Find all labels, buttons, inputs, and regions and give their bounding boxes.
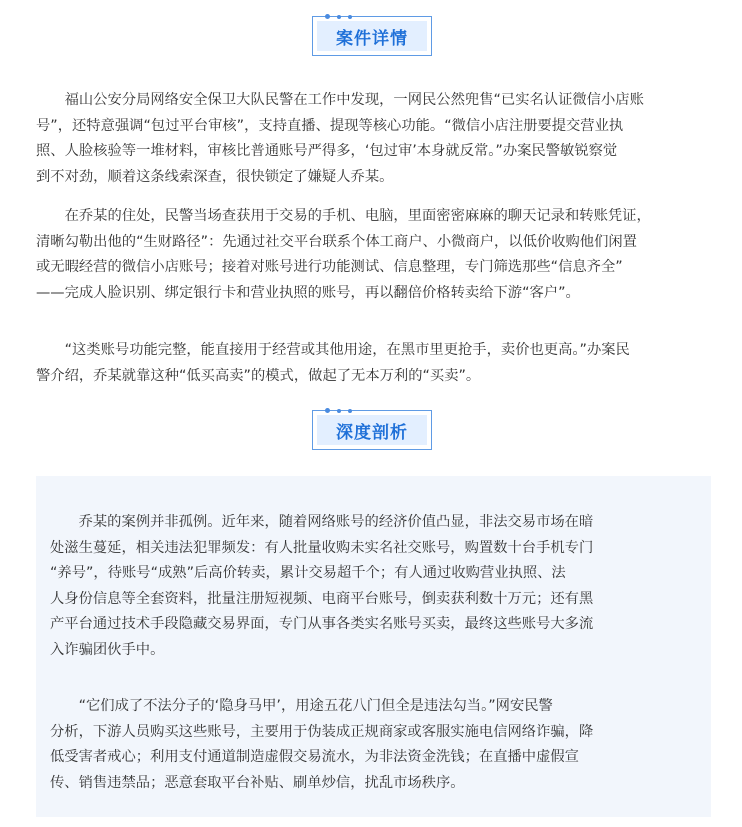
text-line: “这类账号功能完整，能直接用于经营或其他用途，在黑市里更抢手，卖价也更高。”办案民 — [64, 342, 630, 358]
section-title: 深度剖析 — [317, 415, 427, 445]
section-header-case-details — [0, 10, 742, 56]
text-line: 乔某的案例并非孤例。近年来，随着网络账号的经济价值凸显，非法交易市场在暗 — [78, 514, 594, 530]
text-line: 照、人脸核验等一堆材料，审核比普通账号严得多，‘包过审’本身就反常。”办案民警敏锐察觉 — [36, 143, 618, 159]
text-line: 产平台通过技术手段隐藏交易界面，专门从事各类实名账号买卖，最终这些账号大多流 — [50, 616, 594, 632]
section-header-deep-analysis — [0, 404, 742, 450]
decorative-dots-left — [325, 408, 352, 413]
text-line: 清晰勾勒出他的“生财路径”：先通过社交平台联系个体工商户、小微商户，以低价收购他们闲置 — [36, 233, 637, 250]
section-title-badge — [312, 410, 432, 450]
decorative-dots-left — [325, 14, 352, 19]
text-line: 低受害者戒心；利用支付通道制造虚假交易流水，为非法资金洗钱；在直播中虚假宣 — [50, 749, 579, 765]
text-line: ——完成人脸识别、绑定银行卡和营业执照的账号，再以翻倍价格转卖给下游“客户”。 — [36, 284, 580, 301]
text-line: 号”，还特意强调“包过平台审核”，支持直播、提现等核心功能。“微信小店注册要提交营业执 — [36, 117, 624, 134]
text-line: 或无暇经营的微信小店账号；接着对账号进行功能测试、信息整理，专门筛选那些“信息齐全” — [36, 259, 623, 275]
text-line: 警介绍，乔某就靠这种“低买高卖”的模式，做起了无本万利的“买卖”。 — [36, 367, 481, 384]
text-line: 福山公安分局网络安全保卫大队民警在工作中发现，一网民公然兜售“已实名认证微信小店账 — [64, 92, 644, 108]
text-line: 在乔某的住处，民警当场查获用于交易的手机、电脑，里面密密麻麻的聊天记录和转账凭证， — [64, 208, 651, 224]
text-line: 分析，下游人员购买这些账号，主要用于伪装成正规商家或客服实施电信网络诈骗，降 — [50, 723, 594, 740]
paragraph-2 — [36, 204, 711, 306]
analysis-panel — [36, 476, 711, 817]
text-line: “它们成了不法分子的‘隐身马甲’，用途五花八门但全是违法勾当。”网安民警 — [78, 698, 553, 714]
paragraph-1 — [36, 88, 711, 190]
paragraph-5 — [50, 694, 700, 796]
text-line: 入诈骗团伙手中。 — [50, 641, 165, 658]
text-line: 人身份信息等全套资料，批量注册短视频、电商平台账号，倒卖获利数十万元；还有黑 — [50, 590, 594, 607]
paragraph-4 — [50, 510, 700, 663]
text-line: 处滋生蔓延，相关违法犯罪频发：有人批量收购未实名社交账号，购置数十台手机专门 — [50, 539, 594, 556]
paragraph-3 — [36, 338, 711, 389]
section-title-badge — [312, 16, 432, 56]
text-line: “养号”，待账号“成熟”后高价转卖，累计交易超千个；有人通过收购营业执照、法 — [50, 565, 566, 581]
section-title: 案件详情 — [317, 21, 427, 51]
text-line: 到不对劲，顺着这条线索深查，很快锁定了嫌疑人乔某。 — [36, 168, 394, 185]
text-line: 传、销售违禁品；恶意套取平台补贴、刷单炒信，扰乱市场秩序。 — [50, 774, 465, 791]
